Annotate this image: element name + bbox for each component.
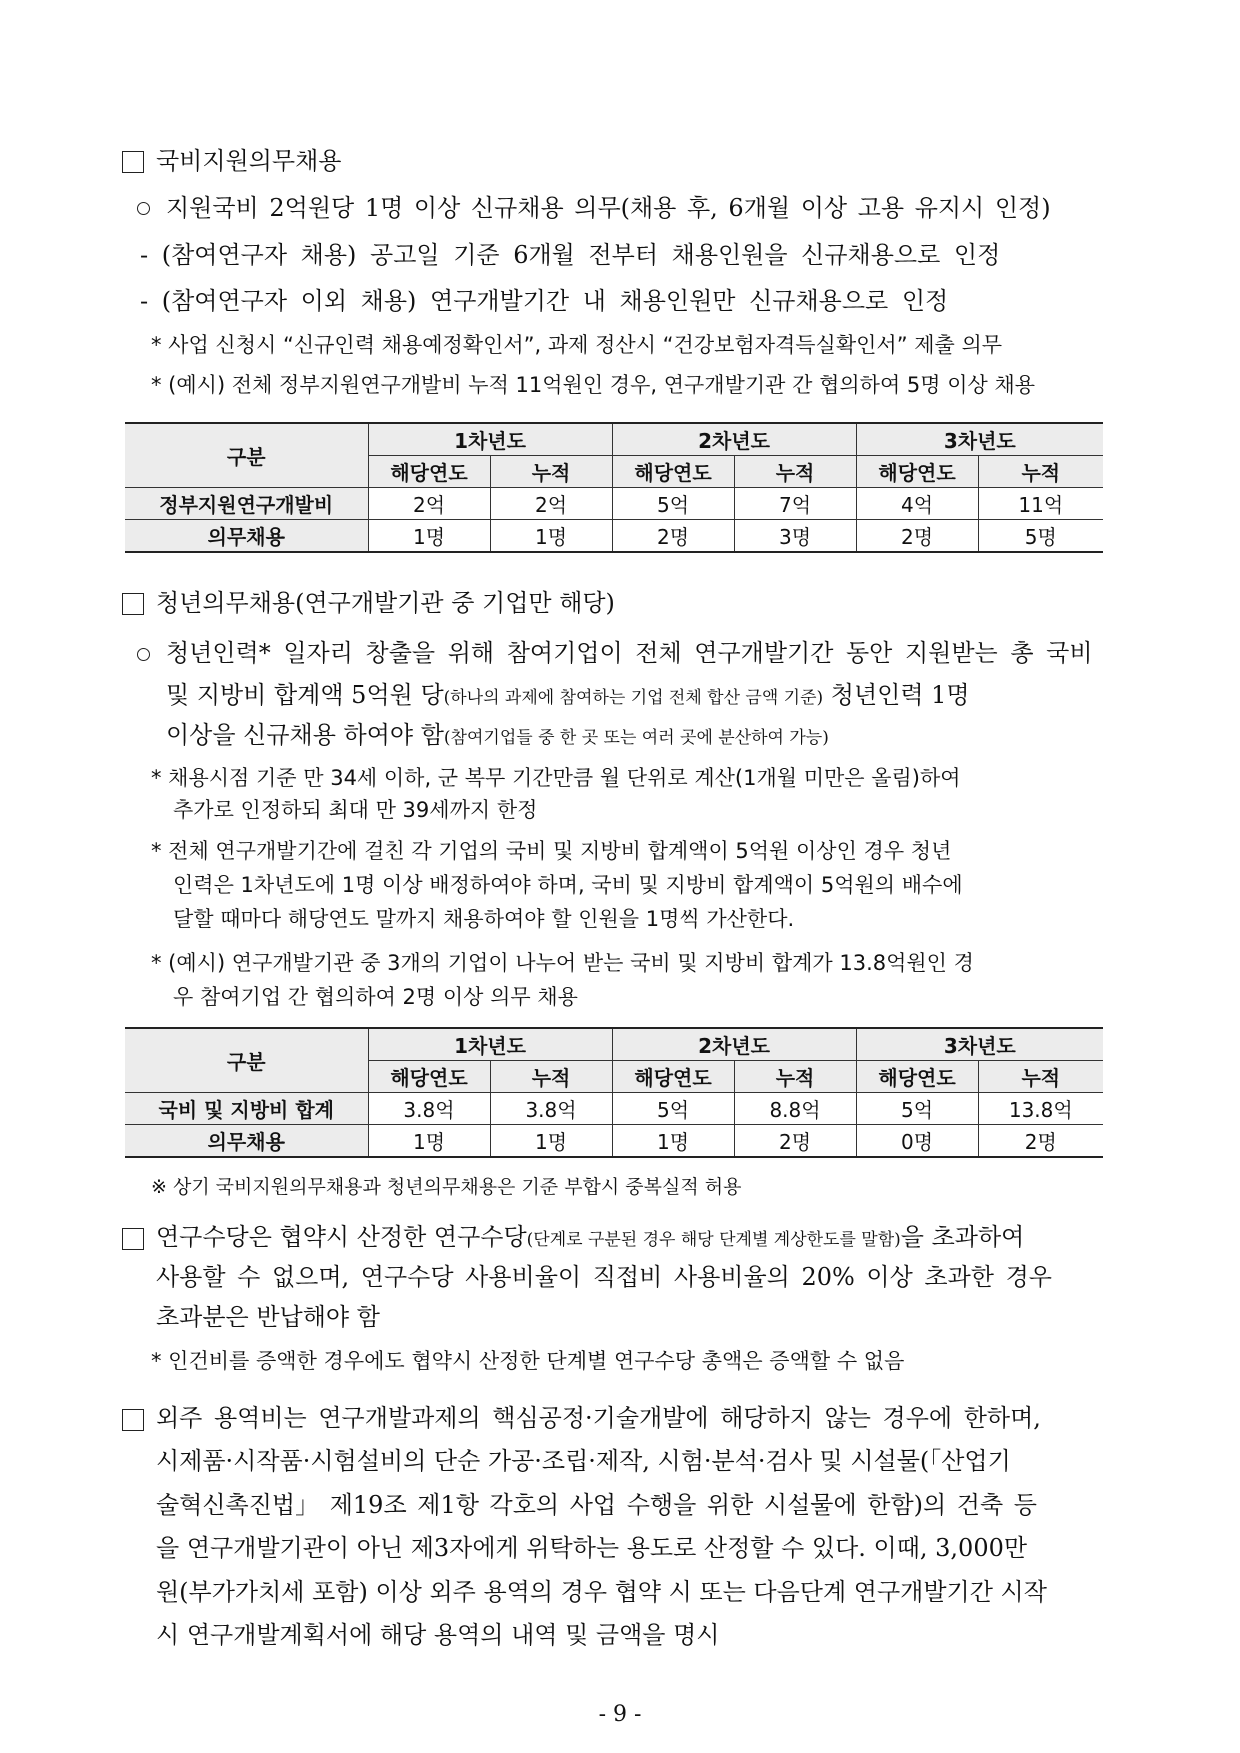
dash-text: - (참여연구자 이외 채용) 연구개발기간 내 채용인원만 신규채용으로 인정 xyxy=(140,287,949,315)
table-cell: 8.8억 xyxy=(734,1093,856,1125)
row-label: 의무채용 xyxy=(125,520,368,553)
table-cell: 1명 xyxy=(490,520,612,553)
section-text: 시제품·시작품·시험설비의 단순 가공·조립·제작, 시험·분석·검사 및 시설물(「산업기 xyxy=(156,1447,1011,1475)
table-cell: 4억 xyxy=(856,488,978,520)
table-cell: 5억 xyxy=(612,488,734,520)
bullet-text: 지원국비 2억원당 1명 이상 신규채용 의무(채용 후, 6개월 이상 고용 유지시 인정) xyxy=(166,194,1051,222)
checkbox-bullet-icon xyxy=(122,593,144,615)
sub-header: 누적 xyxy=(490,1061,612,1093)
table-cell: 3.8억 xyxy=(368,1093,490,1125)
table-cell: 2명 xyxy=(734,1125,856,1158)
dash-text: - (참여연구자 채용) 공고일 기준 6개월 전부터 채용인원을 신규채용으로 인정 xyxy=(140,241,1001,269)
section-title: 청년의무채용(연구개발기관 중 기업만 해당) xyxy=(156,589,615,617)
bullet-text-small: (참여기업들 중 한 곳 또는 여러 곳에 분산하여 가능) xyxy=(443,728,829,748)
table-cell: 2명 xyxy=(978,1125,1103,1158)
table-row xyxy=(125,488,1103,520)
note-text: * 인건비를 증액한 경우에도 협약시 산정한 단계별 연구수당 총액은 증액할 수 없음 xyxy=(151,1349,905,1373)
section-text: 원(부가가치세 포함) 이상 외주 용역의 경우 협약 시 또는 다음단계 연구개발기간 시작 xyxy=(156,1578,1047,1606)
checkbox-bullet-icon xyxy=(122,1228,144,1250)
hiring-table-1 xyxy=(125,422,1103,553)
year-header: 1차년도 xyxy=(368,423,612,456)
section-text: 술혁신촉진법」 제19조 제1항 각호의 사업 수행을 위한 시설물에 한함)의 건축 등 xyxy=(156,1491,1037,1519)
bullet-text-small: (하나의 과제에 참여하는 기업 전체 합산 금액 기준) xyxy=(443,688,824,708)
table-cell: 11억 xyxy=(978,488,1103,520)
bullet-text-part: 및 지방비 합계액 5억원 당 xyxy=(166,681,444,709)
circle-bullet-icon xyxy=(137,202,150,215)
table-cell: 3.8억 xyxy=(490,1093,612,1125)
table-cell: 5억 xyxy=(856,1093,978,1125)
year-header: 2차년도 xyxy=(612,1028,856,1061)
bullet-text: 청년인력* 일자리 창출을 위해 참여기업이 전체 연구개발기간 동안 지원받는 총 국비 xyxy=(166,639,1093,667)
note-text: 우 참여기업 간 협의하여 2명 이상 의무 채용 xyxy=(173,985,578,1009)
reference-note: ※ 상기 국비지원의무채용과 청년의무채용은 기준 부합시 중복실적 허용 xyxy=(151,1176,742,1198)
checkbox-bullet-icon xyxy=(122,1409,144,1431)
section-text: 시 연구개발계획서에 해당 용역의 내역 및 금액을 명시 xyxy=(156,1621,720,1649)
table-row xyxy=(125,1093,1103,1125)
checkbox-bullet-icon xyxy=(122,151,144,173)
table-cell: 5명 xyxy=(978,520,1103,553)
year-header: 3차년도 xyxy=(856,423,1103,456)
year-header: 1차년도 xyxy=(368,1028,612,1061)
sub-header: 누적 xyxy=(978,456,1103,488)
note-text: * 채용시점 기준 만 34세 이하, 군 복무 기간만큼 월 단위로 계산(1개월 미만은 올림)하여 xyxy=(151,766,961,790)
note-text: * 전체 연구개발기간에 걸친 각 기업의 국비 및 지방비 합계액이 5억원 이상인 경우 청년 xyxy=(151,839,952,863)
year-header: 2차년도 xyxy=(612,423,856,456)
sub-header: 누적 xyxy=(734,1061,856,1093)
section-text-part: 을 초과하여 xyxy=(900,1223,1025,1251)
table-cell: 2억 xyxy=(368,488,490,520)
sub-header: 해당연도 xyxy=(612,456,734,488)
table-cell: 1명 xyxy=(490,1125,612,1158)
note-text: 달할 때마다 해당연도 말까지 채용하여야 할 인원을 1명씩 가산한다. xyxy=(173,907,795,931)
section-title: 국비지원의무채용 xyxy=(156,147,342,175)
row-label: 정부지원연구개발비 xyxy=(125,488,368,520)
table-cell: 5억 xyxy=(612,1093,734,1125)
sub-header: 해당연도 xyxy=(612,1061,734,1093)
sub-header: 누적 xyxy=(978,1061,1103,1093)
table-row xyxy=(125,1125,1103,1158)
note-text: * 사업 신청시 “신규인력 채용예정확인서”, 과제 정산시 “건강보험자격득실확인서” 제출 의무 xyxy=(151,333,1003,357)
sub-header: 해당연도 xyxy=(856,456,978,488)
table-cell: 2명 xyxy=(612,520,734,553)
section-text-part: 연구수당은 협약시 산정한 연구수당 xyxy=(156,1223,527,1251)
sub-header: 누적 xyxy=(734,456,856,488)
circle-bullet-icon xyxy=(137,648,150,661)
section-text: 을 연구개발기관이 아닌 제3자에게 위탁하는 용도로 산정할 수 있다. 이때, 3,000만 xyxy=(156,1534,1028,1562)
section-text xyxy=(156,1222,1024,1255)
bullet-text-part: 이상을 신규채용 하여야 함 xyxy=(166,721,444,749)
table-cell: 13.8억 xyxy=(978,1093,1103,1125)
bullet-text xyxy=(166,680,970,713)
sub-header: 누적 xyxy=(490,456,612,488)
table-corner-header: 구분 xyxy=(125,1028,368,1093)
table-cell: 1명 xyxy=(368,520,490,553)
sub-header: 해당연도 xyxy=(368,1061,490,1093)
row-label: 국비 및 지방비 합계 xyxy=(125,1093,368,1125)
table-cell: 2억 xyxy=(490,488,612,520)
year-header: 3차년도 xyxy=(856,1028,1103,1061)
table-cell: 0명 xyxy=(856,1125,978,1158)
table-corner-header: 구분 xyxy=(125,423,368,488)
note-text: 인력은 1차년도에 1명 이상 배정하여야 하며, 국비 및 지방비 합계액이 5억원의 배수에 xyxy=(173,873,963,897)
sub-header: 해당연도 xyxy=(368,456,490,488)
bullet-text xyxy=(166,720,829,753)
note-text: * (예시) 연구개발기관 중 3개의 기업이 나누어 받는 국비 및 지방비 합계가 13.8억원인 경 xyxy=(151,951,974,975)
note-text: * (예시) 전체 정부지원연구개발비 누적 11억원인 경우, 연구개발기관 간 협의하여 5명 이상 채용 xyxy=(151,373,1036,397)
section-text-small: (단계로 구분된 경우 해당 단계별 계상한도를 말함) xyxy=(526,1230,901,1250)
page-number: - 9 - xyxy=(598,1702,642,1727)
row-label: 의무채용 xyxy=(125,1125,368,1158)
table-cell: 7억 xyxy=(734,488,856,520)
sub-header: 해당연도 xyxy=(856,1061,978,1093)
table-cell: 1명 xyxy=(612,1125,734,1158)
section-text: 초과분은 반납해야 함 xyxy=(156,1303,380,1331)
table-row xyxy=(125,520,1103,553)
table-cell: 1명 xyxy=(368,1125,490,1158)
table-cell: 3명 xyxy=(734,520,856,553)
table-cell: 2명 xyxy=(856,520,978,553)
bullet-text-part: 청년인력 1명 xyxy=(823,681,970,709)
section-text: 외주 용역비는 연구개발과제의 핵심공정·기술개발에 해당하지 않는 경우에 한하며, xyxy=(156,1404,1041,1432)
section-text: 사용할 수 없으며, 연구수당 사용비율이 직접비 사용비율의 20% 이상 초과한 경우 xyxy=(156,1263,1052,1291)
hiring-table-2 xyxy=(125,1027,1103,1158)
note-text: 추가로 인정하되 최대 만 39세까지 한정 xyxy=(173,798,538,822)
